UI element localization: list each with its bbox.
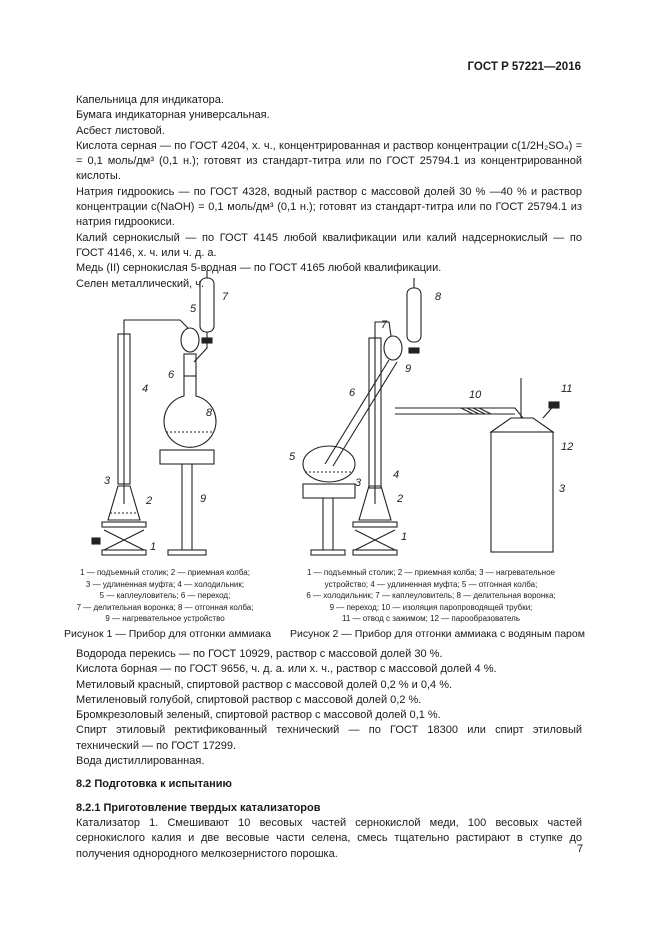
distillation-flask: [303, 446, 355, 482]
fig2-callout-4: 4: [393, 469, 400, 481]
steam-pipe: [395, 408, 523, 418]
fig1-legend-line: 7 — делительная воронка; 8 — отгонная колба;: [76, 602, 254, 612]
dropping-funnel: [200, 278, 214, 332]
lifting-table-knob: [92, 538, 100, 544]
paragraph-indicator-paper: Бумага индикаторная универсальная.: [76, 109, 270, 122]
paragraph-methyl-red: Метиловый красный, спиртовой раствор с массовой долей 0,2 % и 0,4 %.: [76, 678, 453, 691]
fig2-callout-12: 12: [561, 441, 574, 453]
fig1-callout-9: 9: [200, 493, 207, 505]
paragraph-distilled-water: Вода дистиллированная.: [76, 755, 205, 768]
fig2-legend-line: 11 — отвод с зажимом; 12 — парообразователь: [342, 614, 520, 624]
drop-catcher: [181, 328, 199, 352]
paragraph-sulfuric-acid: Кислота серная — по ГОСТ 4204, х. ч., концентрированная и раствор концентрации c(1/2H₂SO₄) = = 0,1 моль/дм³ (0,1 н.); готовят из стандарт-титра или по ГОСТ 25794.1 из концентрированной кислоты.: [76, 139, 582, 183]
fig1-callout-4: 4: [142, 383, 149, 395]
fig1-legend-line: 1 — подъемный столик; 2 — приемная колба;: [80, 568, 250, 577]
bottom-text-block: [76, 647, 582, 862]
document-code: ГОСТ Р 57221—2016: [467, 61, 581, 73]
paragraph-catalyst-1: Катализатор 1. Смешивают 10 весовых частей сернокислой меди, 100 весовых частей сернокислого калия и две весовые части селена, смесь тщательно растирают в ступке до получения однородного мелкозернистого порошка.: [76, 816, 582, 860]
paragraph-boric-acid: Кислота борная — по ГОСТ 9656, ч. д. а. или х. ч., раствор с массовой долей 4 %.: [76, 663, 497, 676]
fig2-callout-3b: 3: [559, 483, 566, 495]
fig2-callout-6: 6: [349, 387, 356, 399]
connecting-tube: [124, 320, 188, 328]
figure-2-legend: [286, 567, 576, 625]
fig1-legend-line: 5 — каплеуловитель; 6 — переход;: [99, 591, 231, 601]
steam-generator-lid: [491, 418, 553, 432]
paragraph-selenium: Селен металлический, ч.: [76, 277, 205, 290]
paragraph-sodium-hydroxide: Натрия гидроокись — по ГОСТ 4328, водный раствор с массовой долей 30 % —40 % и раствор концентрации c(NaOH) = 0,1 моль/дм³ (0,1 н.); готовят из стандарт-титра или по ГОСТ 25794.1 из натрия гидроокиси.: [76, 185, 582, 229]
figure-1-caption: Рисунок 1 — Прибор для отгонки аммиака: [64, 628, 272, 640]
heater-base: [311, 550, 345, 555]
figure-1-legend: [60, 567, 270, 625]
steam-pipe-insulation: [461, 408, 491, 414]
steam-generator: [491, 432, 553, 552]
section-8-2-heading: 8.2 Подготовка к испытанию: [76, 778, 232, 791]
figure-2-caption: Рисунок 2 — Прибор для отгонки аммиака с водяным паром: [290, 628, 585, 640]
fig2-callout-9: 9: [405, 363, 412, 375]
fig1-callout-5: 5: [190, 303, 197, 315]
fig2-callout-2: 2: [397, 493, 404, 505]
lifting-table-base: [102, 550, 146, 555]
fig2-callout-3: 3: [355, 477, 362, 489]
fig2-callout-7: 7: [381, 319, 388, 331]
dropping-funnel-stopcock: [202, 338, 212, 343]
figure-1-apparatus-drawing: [80, 268, 280, 560]
fig1-callout-3: 3: [104, 475, 111, 487]
fig2-callout-5: 5: [289, 451, 296, 463]
fig1-callout-8: 8: [206, 407, 213, 419]
paragraph-hydrogen-peroxide: Водорода перекись — по ГОСТ 10929, раствор с массовой долей 30 %.: [76, 648, 443, 660]
dropping-funnel-stopcock: [409, 348, 419, 353]
paragraph-copper-sulfate: Медь (II) сернокислая 5-водная — по ГОСТ 4165 любой квалификации.: [76, 262, 442, 275]
fig2-callout-11: 11: [561, 383, 573, 395]
fig1-callout-1: 1: [150, 541, 157, 553]
fig2-callout-8: 8: [435, 291, 442, 303]
heater-base: [168, 550, 206, 555]
fig1-legend-line: 3 — удлиненная муфта; 4 — холодильник;: [85, 579, 245, 589]
fig2-callout-10: 10: [469, 389, 482, 401]
heater-top: [303, 484, 355, 498]
paragraph-ethyl-alcohol: Спирт этиловый ректификованный технический — по ГОСТ 18300 или спирт этиловый технический — по ГОСТ 17299.: [76, 724, 582, 752]
fig1-callout-7: 7: [222, 291, 229, 303]
slanted-tube-outer: [333, 362, 397, 466]
figure-2-apparatus-drawing: [285, 268, 585, 560]
fig2-callout-1: 1: [401, 531, 408, 543]
paragraph-bromocresol-green: Бромкрезоловый зеленый, спиртовой раствор с массовой долей 0,1 %.: [76, 709, 441, 722]
fig2-legend-line: 6 — холодильник; 7 — каплеуловитель; 8 — делительная воронка;: [306, 591, 556, 601]
fig1-callout-6: 6: [168, 369, 175, 381]
paragraph-potassium-sulfate: Калий сернокислый — по ГОСТ 4145 любой квалификации или калий надсернокислый — по ГОСТ 4146, х. ч. или ч. д. а.: [76, 231, 582, 259]
fig2-legend-line: 9 — переход; 10 — изоляция паропроводящей трубки;: [329, 602, 533, 612]
fig1-legend-line: 9 — нагревательное устройство: [105, 614, 225, 624]
outlet-clamp: [549, 402, 559, 408]
adapter: [184, 354, 196, 376]
top-text-block: [76, 93, 582, 292]
slanted-tube: [325, 360, 389, 464]
section-8-2-1-heading: 8.2.1 Приготовление твердых катализаторов: [76, 801, 321, 814]
lifting-table-base: [353, 550, 397, 555]
paragraph-dropper: Капельница для индикатора.: [76, 94, 224, 106]
page-number: 7: [577, 843, 584, 855]
lifting-table-scissors: [355, 530, 395, 550]
drop-catcher: [384, 336, 402, 360]
lifting-table-top: [353, 522, 397, 527]
fig2-legend-line: 1 — подъемный столик; 2 — приемная колба; 3 — нагревательное: [307, 568, 555, 577]
fig2-legend-line: устройство; 4 — удлиненная муфта; 5 — отгонная колба;: [324, 579, 538, 589]
paragraph-methylene-blue: Метиленовый голубой, спиртовой раствор с массовой долей 0,2 %.: [76, 693, 422, 706]
heater-top: [160, 450, 214, 464]
lifting-table-top: [102, 522, 146, 527]
dropping-funnel: [407, 288, 421, 342]
fig1-callout-2: 2: [146, 495, 153, 507]
lifting-table-scissors: [104, 530, 144, 550]
paragraph-asbestos: Асбест листовой.: [76, 124, 165, 137]
